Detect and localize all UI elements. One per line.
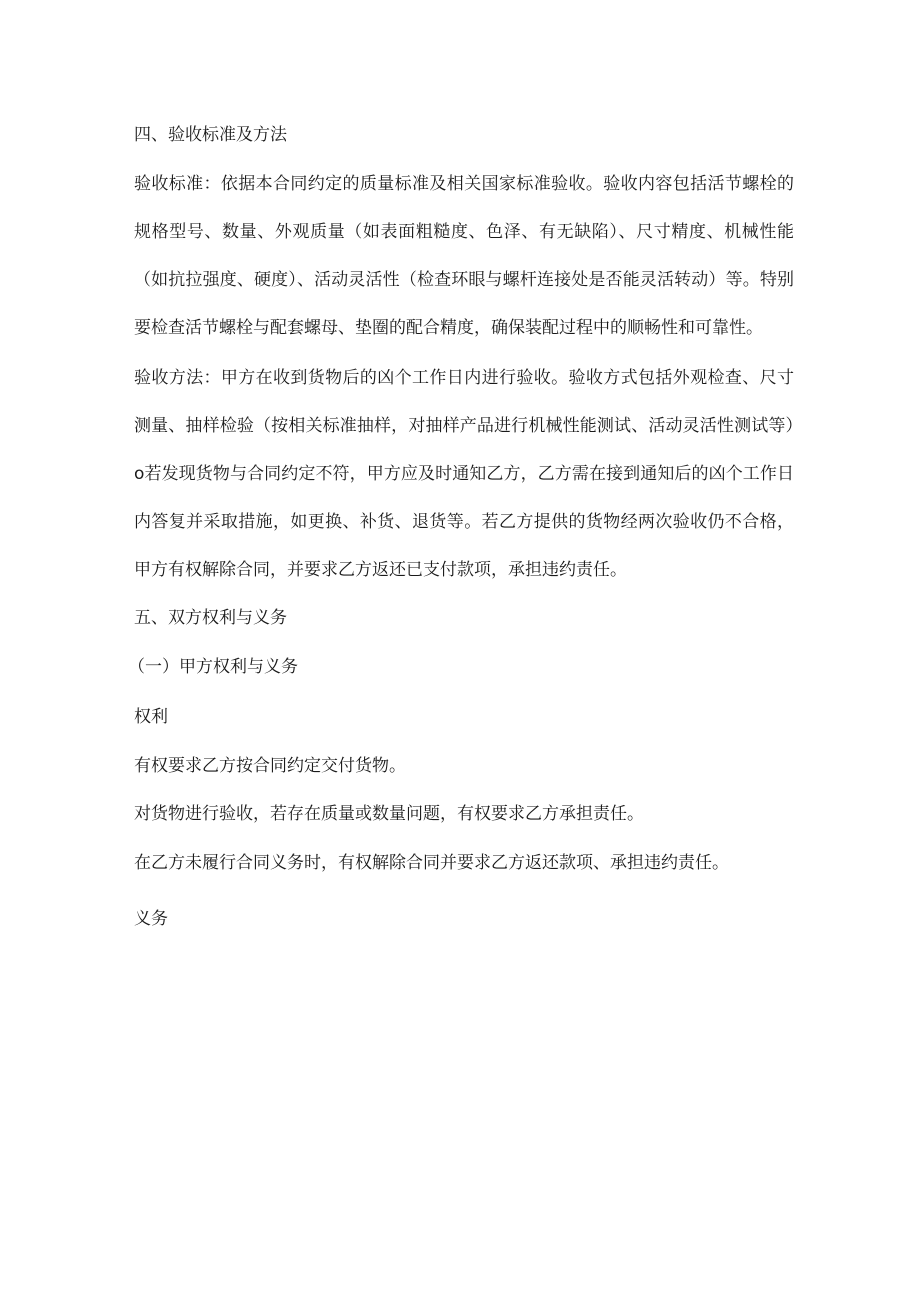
subsection-party-a-heading: （一）甲方权利与义务 <box>128 657 298 677</box>
right-item-1: 有权要求乙方按合同约定交付货物。 <box>134 756 406 776</box>
acceptance-standard-paragraph: 验收标准：依据本合同约定的质量标准及相关国家标准验收。验收内容包括活节螺栓的规格型号、数量、外观质量（如表面粗糙度、色泽、有无缺陷）、尺寸精度、机械性能（如抗拉强度、硬度）、活动灵活性（检查环眼与螺杆连接处是否能灵活转动）等。特别要检查活节螺栓与配套螺母、垫圈的配合精度，确保装配过程中的顺畅性和可靠性。 <box>134 174 794 338</box>
section-5-heading: 五、双方权利与义务 <box>134 608 287 628</box>
section-4-heading: 四、验收标准及方法 <box>134 125 287 145</box>
right-item-2: 对货物进行验收，若存在质量或数量问题，有权要求乙方承担责任。 <box>134 804 644 824</box>
acceptance-method-paragraph: 验收方法：甲方在收到货物后的凶个工作日内进行验收。验收方式包括外观检查、尺寸测量、抽样检验（按相关标准抽样，对抽样产品进行机械性能测试、活动灵活性测试等）o若发现货物与合同约定不符，甲方应及时通知乙方，乙方需在接到通知后的凶个工作日内答复并采取措施，如更换、补货、退货等。若乙方提供的货物经两次验收仍不合格，甲方有权解除合同，并要求乙方返还已支付款项，承担违约责任。 <box>134 368 794 580</box>
obligations-label: 义务 <box>134 909 168 929</box>
rights-label: 权利 <box>134 707 168 727</box>
right-item-3: 在乙方未履行合同义务时，有权解除合同并要求乙方返还款项、承担违约责任。 <box>134 853 729 873</box>
